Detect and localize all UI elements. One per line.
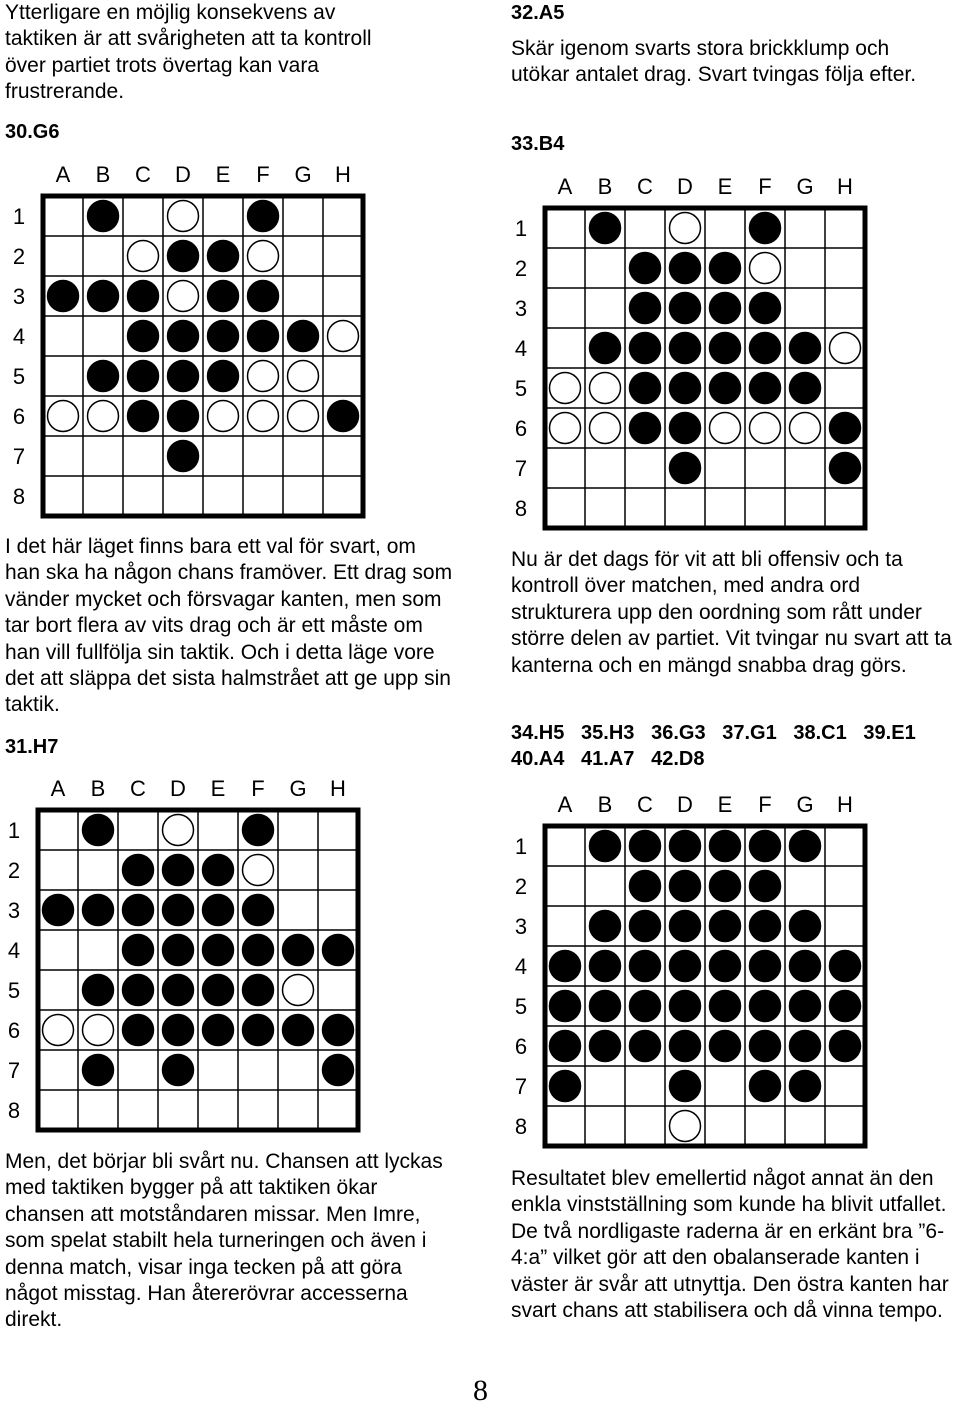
column-label: D bbox=[677, 174, 693, 199]
black-disc bbox=[323, 1055, 354, 1086]
black-disc bbox=[630, 373, 661, 404]
board-after-30 bbox=[5, 158, 367, 520]
black-disc bbox=[750, 333, 781, 364]
row-label: 5 bbox=[7, 978, 21, 1003]
black-disc bbox=[168, 441, 199, 472]
black-disc bbox=[128, 321, 159, 352]
column-label: H bbox=[837, 174, 853, 199]
commentary-after-30: I det här läget finns bara ett val för svart, om han ska ha någon chans framöver. Ett drag som vänder mycket och försvagar kanten, men som tar bort flera av vits drag och är ett måste om han vill fullfölja sin taktik. Och i detta läge vore det att släppa det sista halmstrået att ge upp sin taktik. bbox=[5, 535, 453, 717]
black-disc bbox=[550, 1031, 581, 1062]
intro-text: Ytterligare en möjlig konsekvens av taktiken är att svårigheten att ta kontroll över partiet trots övertag kan vara frustrerande. bbox=[5, 1, 372, 104]
black-disc bbox=[670, 1031, 701, 1062]
black-disc bbox=[203, 855, 234, 886]
commentary-after-33: Nu är det dags för vit att bli offensiv och ta kontroll över matchen, med andra ord strukturera upp den oordning som rått under större delen av partiet. Vit tvingar nu svart att ta kanterna och en mängd snabba drag görs. bbox=[511, 548, 952, 677]
black-disc bbox=[710, 373, 741, 404]
black-disc bbox=[243, 895, 274, 926]
black-disc bbox=[283, 1015, 314, 1046]
black-disc bbox=[710, 911, 741, 942]
column-label: F bbox=[256, 162, 270, 187]
white-disc bbox=[288, 401, 319, 432]
column-label: B bbox=[90, 776, 106, 801]
black-disc bbox=[630, 871, 661, 902]
black-disc bbox=[43, 895, 74, 926]
black-disc bbox=[710, 951, 741, 982]
row-label: 4 bbox=[7, 938, 21, 963]
column-label: A bbox=[50, 776, 66, 801]
row-label: 2 bbox=[514, 874, 528, 899]
row-label: 5 bbox=[514, 994, 528, 1019]
black-disc bbox=[168, 241, 199, 272]
row-label: 3 bbox=[12, 284, 26, 309]
black-disc bbox=[83, 895, 114, 926]
move-31-heading: 31.H7 bbox=[5, 736, 59, 758]
black-disc bbox=[208, 321, 239, 352]
commentary-after-32: Skär igenom svarts stora brickklump och utökar antalet drag. Svart tvingas följa efter. bbox=[511, 37, 917, 87]
white-disc bbox=[590, 373, 621, 404]
black-disc bbox=[830, 1031, 861, 1062]
black-disc bbox=[123, 935, 154, 966]
black-disc bbox=[670, 911, 701, 942]
row-label: 7 bbox=[12, 444, 26, 469]
black-disc bbox=[168, 321, 199, 352]
black-disc bbox=[550, 1071, 581, 1102]
black-disc bbox=[243, 815, 274, 846]
column-label: E bbox=[717, 174, 733, 199]
white-disc bbox=[128, 241, 159, 272]
black-disc bbox=[243, 935, 274, 966]
column-label: C bbox=[637, 792, 653, 817]
black-disc bbox=[243, 975, 274, 1006]
row-label: 1 bbox=[12, 204, 26, 229]
column-label: D bbox=[677, 792, 693, 817]
othello-board bbox=[5, 158, 367, 520]
black-disc bbox=[203, 935, 234, 966]
column-label: A bbox=[55, 162, 71, 187]
black-disc bbox=[123, 855, 154, 886]
black-disc bbox=[128, 361, 159, 392]
black-disc bbox=[88, 281, 119, 312]
row-label: 4 bbox=[514, 336, 528, 361]
row-label: 3 bbox=[514, 914, 528, 939]
black-disc bbox=[590, 333, 621, 364]
white-disc bbox=[830, 333, 861, 364]
black-disc bbox=[128, 281, 159, 312]
black-disc bbox=[83, 1055, 114, 1086]
row-label: 8 bbox=[514, 496, 528, 521]
black-disc bbox=[710, 333, 741, 364]
black-disc bbox=[710, 1031, 741, 1062]
black-disc bbox=[670, 373, 701, 404]
white-disc bbox=[248, 361, 279, 392]
othello-board bbox=[0, 772, 362, 1134]
row-label: 5 bbox=[514, 376, 528, 401]
white-disc bbox=[163, 815, 194, 846]
black-disc bbox=[590, 991, 621, 1022]
black-disc bbox=[208, 281, 239, 312]
row-label: 3 bbox=[514, 296, 528, 321]
black-disc bbox=[123, 1015, 154, 1046]
white-disc bbox=[48, 401, 79, 432]
black-disc bbox=[630, 253, 661, 284]
black-disc bbox=[790, 1071, 821, 1102]
black-disc bbox=[750, 911, 781, 942]
column-label: F bbox=[758, 792, 772, 817]
white-disc bbox=[590, 413, 621, 444]
black-disc bbox=[590, 951, 621, 982]
row-label: 2 bbox=[7, 858, 21, 883]
black-disc bbox=[670, 453, 701, 484]
black-disc bbox=[208, 361, 239, 392]
black-disc bbox=[163, 935, 194, 966]
row-label: 7 bbox=[514, 456, 528, 481]
board-after-31 bbox=[0, 772, 362, 1134]
column-label: B bbox=[597, 792, 613, 817]
column-label: D bbox=[170, 776, 186, 801]
black-disc bbox=[750, 1031, 781, 1062]
column-label: A bbox=[557, 174, 573, 199]
black-disc bbox=[790, 333, 821, 364]
black-disc bbox=[208, 241, 239, 272]
row-label: 2 bbox=[514, 256, 528, 281]
commentary-after-31: Men, det börjar bli svårt nu. Chansen att lyckas med taktiken bygger på att taktiken ökar chansen att motståndaren missar. Men Imre, som spelat stabilt hela turneringen och även i denna match, visar inga tecken på att göra något misstag. Han återerövrar accesserna direkt. bbox=[5, 1150, 443, 1332]
black-disc bbox=[550, 991, 581, 1022]
white-disc bbox=[710, 413, 741, 444]
row-label: 8 bbox=[514, 1114, 528, 1139]
black-disc bbox=[88, 361, 119, 392]
black-disc bbox=[750, 373, 781, 404]
othello-board bbox=[507, 788, 869, 1150]
black-disc bbox=[590, 911, 621, 942]
black-disc bbox=[750, 213, 781, 244]
black-disc bbox=[243, 1015, 274, 1046]
black-disc bbox=[750, 871, 781, 902]
row-label: 5 bbox=[12, 364, 26, 389]
row-label: 6 bbox=[514, 1034, 528, 1059]
black-disc bbox=[750, 951, 781, 982]
black-disc bbox=[630, 831, 661, 862]
row-label: 8 bbox=[7, 1098, 21, 1123]
row-label: 1 bbox=[514, 834, 528, 859]
column-label: G bbox=[289, 776, 307, 801]
black-disc bbox=[163, 1055, 194, 1086]
row-label: 1 bbox=[7, 818, 21, 843]
black-disc bbox=[288, 321, 319, 352]
black-disc bbox=[168, 401, 199, 432]
white-disc bbox=[288, 361, 319, 392]
column-label: H bbox=[335, 162, 351, 187]
row-label: 6 bbox=[514, 416, 528, 441]
black-disc bbox=[248, 281, 279, 312]
move-32-heading: 32.A5 bbox=[511, 2, 565, 24]
black-disc bbox=[830, 991, 861, 1022]
black-disc bbox=[790, 373, 821, 404]
row-label: 3 bbox=[7, 898, 21, 923]
column-label: B bbox=[597, 174, 613, 199]
black-disc bbox=[203, 1015, 234, 1046]
black-disc bbox=[790, 1031, 821, 1062]
black-disc bbox=[670, 413, 701, 444]
white-disc bbox=[168, 281, 199, 312]
white-disc bbox=[550, 413, 581, 444]
white-disc bbox=[750, 253, 781, 284]
black-disc bbox=[550, 951, 581, 982]
column-label: G bbox=[796, 174, 814, 199]
black-disc bbox=[790, 831, 821, 862]
black-disc bbox=[128, 401, 159, 432]
black-disc bbox=[123, 895, 154, 926]
column-label: G bbox=[796, 792, 814, 817]
black-disc bbox=[590, 1031, 621, 1062]
black-disc bbox=[750, 991, 781, 1022]
black-disc bbox=[323, 1015, 354, 1046]
column-label: C bbox=[130, 776, 146, 801]
column-label: E bbox=[215, 162, 231, 187]
column-label: F bbox=[758, 174, 772, 199]
column-label: H bbox=[837, 792, 853, 817]
black-disc bbox=[248, 321, 279, 352]
black-disc bbox=[83, 815, 114, 846]
white-disc bbox=[208, 401, 239, 432]
black-disc bbox=[163, 975, 194, 1006]
black-disc bbox=[168, 361, 199, 392]
black-disc bbox=[790, 991, 821, 1022]
row-label: 6 bbox=[7, 1018, 21, 1043]
black-disc bbox=[630, 991, 661, 1022]
black-disc bbox=[790, 911, 821, 942]
white-disc bbox=[670, 213, 701, 244]
black-disc bbox=[830, 453, 861, 484]
page-number: 8 bbox=[473, 1374, 488, 1407]
row-label: 1 bbox=[514, 216, 528, 241]
black-disc bbox=[630, 951, 661, 982]
black-disc bbox=[163, 855, 194, 886]
white-disc bbox=[88, 401, 119, 432]
white-disc bbox=[43, 1015, 74, 1046]
black-disc bbox=[630, 1031, 661, 1062]
othello-board bbox=[507, 170, 869, 532]
row-label: 8 bbox=[12, 484, 26, 509]
black-disc bbox=[203, 975, 234, 1006]
column-label: C bbox=[135, 162, 151, 187]
row-label: 7 bbox=[514, 1074, 528, 1099]
white-disc bbox=[248, 241, 279, 272]
black-disc bbox=[630, 911, 661, 942]
white-disc bbox=[248, 401, 279, 432]
black-disc bbox=[830, 951, 861, 982]
move-sequence-line-2: 40.A4 41.A7 42.D8 bbox=[511, 748, 705, 770]
column-label: A bbox=[557, 792, 573, 817]
black-disc bbox=[630, 293, 661, 324]
black-disc bbox=[283, 935, 314, 966]
black-disc bbox=[790, 951, 821, 982]
black-disc bbox=[630, 333, 661, 364]
black-disc bbox=[710, 293, 741, 324]
black-disc bbox=[670, 951, 701, 982]
black-disc bbox=[710, 991, 741, 1022]
black-disc bbox=[83, 975, 114, 1006]
black-disc bbox=[590, 213, 621, 244]
black-disc bbox=[670, 991, 701, 1022]
black-disc bbox=[163, 895, 194, 926]
black-disc bbox=[670, 253, 701, 284]
column-label: E bbox=[717, 792, 733, 817]
white-disc bbox=[168, 201, 199, 232]
final-commentary: Resultatet blev emellertid något annat än den enkla vinstställning som kunde ha blivit utfallet. De två nordligaste raderna är en erkänt bra ”6-4:a” vilket gör att den obalanserade kanten i väster är svår att utnyttja. Den östra kanten har svart chans att stabilisera och då vinna tempo. bbox=[511, 1167, 949, 1323]
black-disc bbox=[670, 333, 701, 364]
row-label: 2 bbox=[12, 244, 26, 269]
column-label: B bbox=[95, 162, 111, 187]
move-30-heading: 30.G6 bbox=[5, 121, 60, 143]
row-label: 7 bbox=[7, 1058, 21, 1083]
black-disc bbox=[670, 831, 701, 862]
black-disc bbox=[670, 293, 701, 324]
white-disc bbox=[670, 1111, 701, 1142]
column-label: F bbox=[251, 776, 265, 801]
column-label: E bbox=[210, 776, 226, 801]
black-disc bbox=[750, 831, 781, 862]
column-label: H bbox=[330, 776, 346, 801]
black-disc bbox=[123, 975, 154, 1006]
move-33-heading: 33.B4 bbox=[511, 133, 565, 155]
black-disc bbox=[710, 831, 741, 862]
black-disc bbox=[248, 201, 279, 232]
column-label: C bbox=[637, 174, 653, 199]
black-disc bbox=[670, 1071, 701, 1102]
row-label: 4 bbox=[12, 324, 26, 349]
row-label: 6 bbox=[12, 404, 26, 429]
black-disc bbox=[48, 281, 79, 312]
black-disc bbox=[88, 201, 119, 232]
black-disc bbox=[750, 1071, 781, 1102]
black-disc bbox=[710, 253, 741, 284]
white-disc bbox=[283, 975, 314, 1006]
board-after-33 bbox=[507, 170, 869, 532]
white-disc bbox=[83, 1015, 114, 1046]
black-disc bbox=[328, 401, 359, 432]
black-disc bbox=[203, 895, 234, 926]
board-after-42 bbox=[507, 788, 869, 1150]
black-disc bbox=[163, 1015, 194, 1046]
white-disc bbox=[328, 321, 359, 352]
black-disc bbox=[323, 935, 354, 966]
white-disc bbox=[750, 413, 781, 444]
white-disc bbox=[243, 855, 274, 886]
column-label: D bbox=[175, 162, 191, 187]
black-disc bbox=[750, 293, 781, 324]
black-disc bbox=[630, 413, 661, 444]
black-disc bbox=[590, 831, 621, 862]
column-label: G bbox=[294, 162, 312, 187]
white-disc bbox=[550, 373, 581, 404]
row-label: 4 bbox=[514, 954, 528, 979]
black-disc bbox=[670, 871, 701, 902]
black-disc bbox=[830, 413, 861, 444]
black-disc bbox=[710, 871, 741, 902]
white-disc bbox=[790, 413, 821, 444]
move-sequence-line-1: 34.H5 35.H3 36.G3 37.G1 38.C1 39.E1 bbox=[511, 722, 916, 744]
